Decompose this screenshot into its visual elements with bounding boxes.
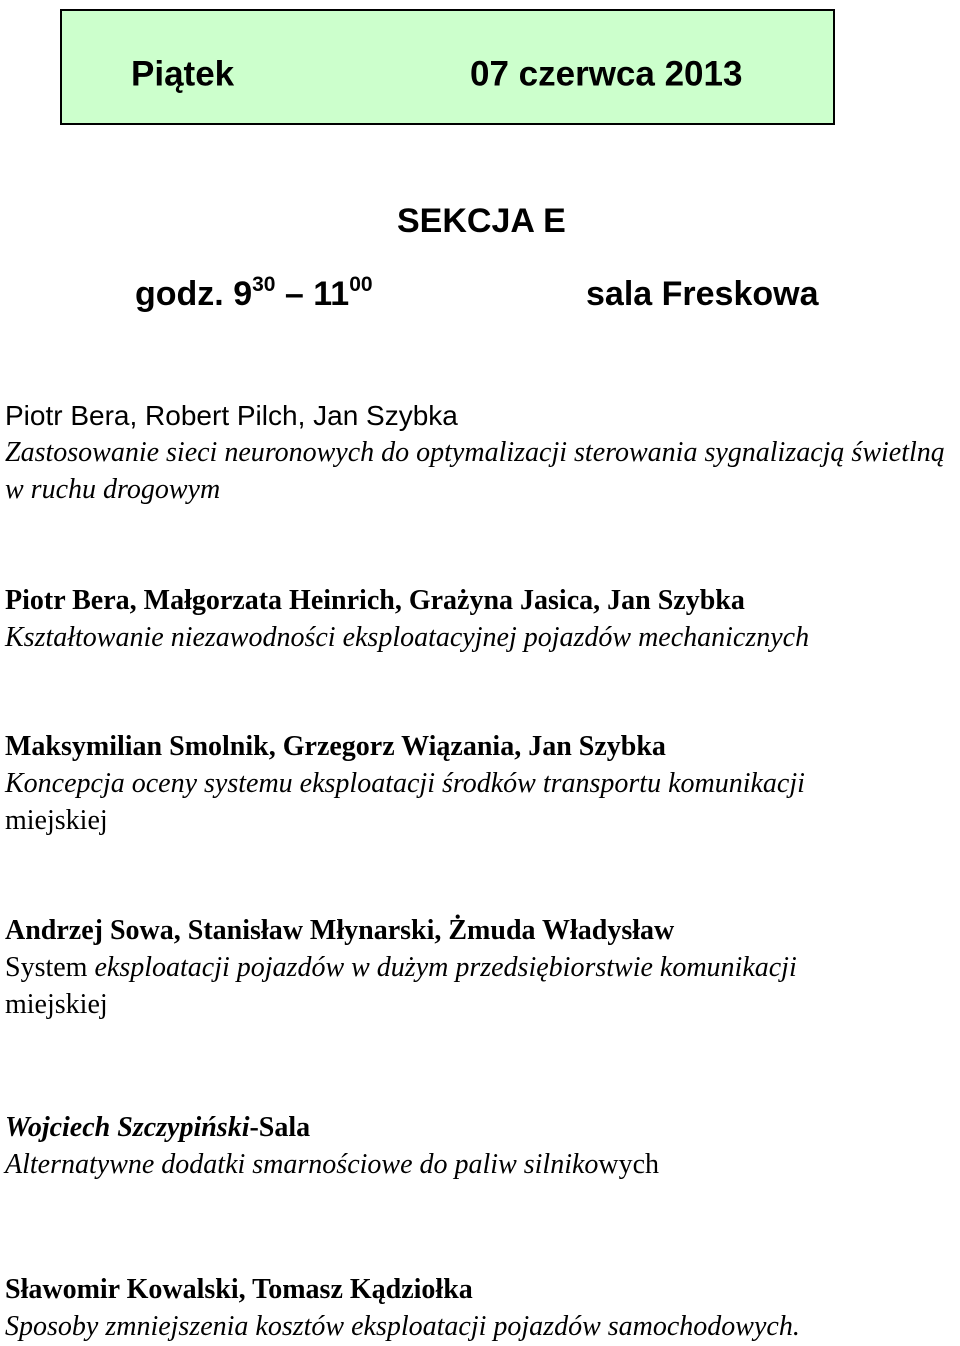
talk-title-rest: wych [598,1149,660,1180]
talk-entry [5,728,960,839]
talk-entry [5,1109,960,1183]
talk-title-start: System [5,952,95,983]
talk-title: Zastosowanie sieci neuronowych do optymalizacji sterowania sygnalizacją świetlną w ruchu drogowym [5,437,945,505]
talk-authors-rest: -Sala [249,1112,311,1143]
talk-entry [5,912,960,1023]
talk-title-italic: Alternatywne dodatki smarnościowe do paliw silniko [5,1149,599,1180]
talk-title [5,949,960,1023]
session-time [135,272,373,313]
section-title: SEKCJA E [397,202,566,240]
talk-entry [5,582,960,656]
talk-authors: Maksymilian Smolnik, Grzegorz Wiązania, Jan Szybka [5,731,666,762]
talk-authors: Piotr Bera, Robert Pilch, Jan Szybka [5,400,458,431]
time-dash-end: – 11 [275,275,350,313]
talk-entry [5,1271,960,1345]
talk-title [5,1146,960,1183]
talk-authors: Sławomir Kowalski, Tomasz Kądziołka [5,1274,473,1305]
talk-title: Kształtowanie niezawodności eksploatacyjnej pojazdów mechanicznych [5,622,810,653]
talk-title-rest: miejskiej [5,805,108,836]
time-start-minutes: 30 [252,272,276,296]
talk-authors [5,1109,960,1146]
talk-title-rest: miejskiej [5,989,108,1020]
talk-authors: Piotr Bera, Małgorzata Heinrich, Grażyna Jasica, Jan Szybka [5,585,745,616]
header-date: 07 czerwca 2013 [470,54,743,94]
talk-title-italic: Koncepcja oceny systemu eksploatacji środków transportu komunikacji [5,768,805,799]
talk-authors: Andrzej Sowa, Stanisław Młynarski, Żmuda Władysław [5,915,675,946]
talk-title: Sposoby zmniejszenia kosztów eksploatacji pojazdów samochodowych. [5,1311,800,1342]
talk-entry [5,397,960,508]
time-prefix: godz. 9 [135,275,253,313]
header-day: Piątek [131,54,235,94]
time-end-minutes: 00 [349,272,373,296]
session-room: sala Freskowa [586,275,819,313]
talk-title-italic: eksploatacji pojazdów w dużym przedsiębiorstwie komunikacji [94,952,797,983]
talk-authors-italic: Wojciech Szczypiński [5,1112,250,1143]
talk-title [5,765,960,839]
